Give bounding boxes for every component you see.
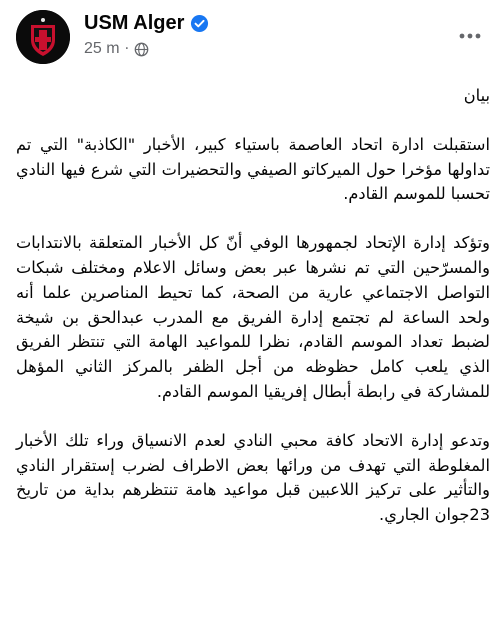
verified-badge-icon (190, 14, 209, 33)
post-header (0, 0, 500, 70)
author-name[interactable]: USM Alger (84, 12, 185, 34)
page-avatar[interactable] (16, 10, 70, 64)
more-horizontal-icon (459, 33, 481, 39)
post-body (16, 84, 490, 552)
globe-icon[interactable] (134, 42, 149, 57)
usm-alger-logo-icon (16, 10, 70, 64)
post-timestamp[interactable]: 25 m (84, 40, 120, 57)
statement-heading: بيان (463, 86, 490, 105)
statement-paragraph-3: وتدعو إدارة الاتحاد كافة محبي النادي لعدم الانسياق وراء تلك الأخبار المغلوطة التي تهدف من ورائها بعض الاطراف لضرب إستقرار النادي والتأثير على تركيز اللاعبين قبل مواعيد هامة تنتظرهم بداية من تاريخ 23جوان الجاري. (16, 430, 490, 525)
statement-paragraph-2: وتؤكد إدارة الإتحاد لجمهورها الوفي أنّ كل الأخبار المتعلقة بالانتدابات والمسرّحين التي تم نشرها عبر بعض وسائل الاعلام ومختلف شبكات التواصل الاجتماعي عارية من الصحة، كما تحيط المناصرين علما أنه ولحد الساعة لم تجتمع إدارة الفريق مع المدرب عبدالحق بن شيخة لضبط تعداد الموسم القادم، نظرا للمواعيد الهامة التي تنتظر الفريق الذي يلعب كامل حظوظه من أجل الظفر بالمركز الثاني المؤهل للمشاركة في رابطة أبطال إفريقيا الموسم القادم. (16, 233, 490, 401)
more-options-button[interactable] (452, 22, 488, 50)
author-row (84, 12, 209, 35)
meta-separator: · (124, 41, 130, 57)
statement-paragraph-1: استقبلت ادارة اتحاد العاصمة باستياء كبير، الأخبار "الكاذبة" التي تم تداولها مؤخرا حول الميركاتو الصيفي والتحضيرات التي شرع فيها النادي تحسبا للموسم القادم. (16, 134, 490, 204)
post-meta (84, 40, 149, 58)
